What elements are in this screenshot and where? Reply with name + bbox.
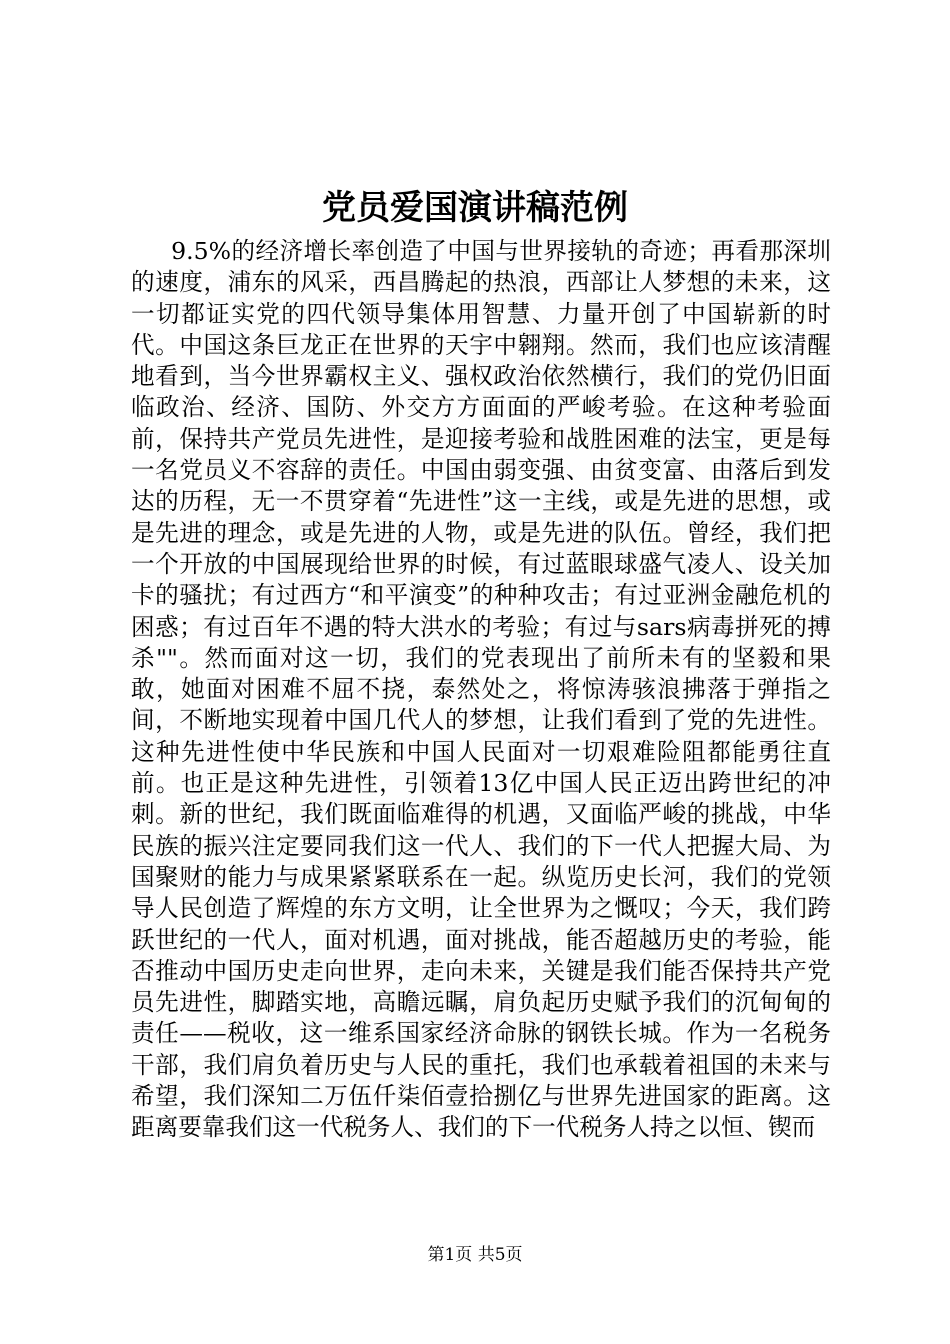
document-title: 党员爱国演讲稿范例 (322, 188, 628, 228)
page-number-footer: 第1页 共5页 (427, 1245, 523, 1265)
document-body-paragraph: 9.5%的经济增长率创造了中国与世界接轨的奇迹；再看那深圳的速度，浦东的风采，西昌腾起的热浪，西部让人梦想的未来，这一切都证实党的四代领导集体用智慧、力量开创了中国崭新的时代。中国这条巨龙正在世界的天宇中翱翔。然而，我们也应该清醒地看到，当今世界霸权主义、强权政治依然横行，我们的党仍旧面临政治、经济、国防、外交方方面面的严峻考验。在这种考验面前，保持共产党员先进性，是迎接考验和战胜困难的法宝，更是每一名党员义不容辞的责任。中国由弱变强、由贫变富、由落后到发达的历程，无一不贯穿着“先进性”这一主线，或是先进的思想，或是先进的理念，或是先进的人物，或是先进的队伍。曾经，我们把一个开放的中国展现给世界的时候，有过蓝眼球盛气凌人、设关加卡的骚扰；有过西方“和平演变”的种种攻击；有过亚洲金融危机的困惑；有过百年不遇的特大洪水的考验；有过与sars病毒拼死的搏杀""。然而面对这一切，我们的党表现出了前所未有的坚毅和果敢，她面对困难不屈不挠，泰然处之，将惊涛骇浪拂落于弹指之间，不断地实现着中国几代人的梦想，让我们看到了党的先进性。这种先进性使中华民族和中国人民面对一切艰难险阻都能勇往直前。也正是这种先进性，引领着13亿中国人民正迈出跨世纪的冲刺。新的世纪，我们既面临难得的机遇，又面临严峻的挑战，中华民族的振兴注定要同我们这一代人、我们的下一代人把握大局、为国聚财的能力与成果紧紧联系在一起。纵览历史长河，我们的党领导人民创造了辉煌的东方文明，让全世界为之慨叹；今天，我们跨跃世纪的一代人，面对机遇，面对挑战，能否超越历史的考验，能否推动中国历史走向世界，走向未来，关键是我们能否保持共产党员先进性，脚踏实地，高瞻远瞩，肩负起历史赋予我们的沉甸甸的责任——税收，这一维系国家经济命脉的钢铁长城。作为一名税务干部，我们肩负着历史与人民的重托，我们也承载着祖国的未来与希望，我们深知二万伍仟柒佰壹拾捌亿与世界先进国家的距离。这距离要靠我们这一代税务人、我们的下一代税务人持之以恒、锲而 (131, 237, 831, 1142)
